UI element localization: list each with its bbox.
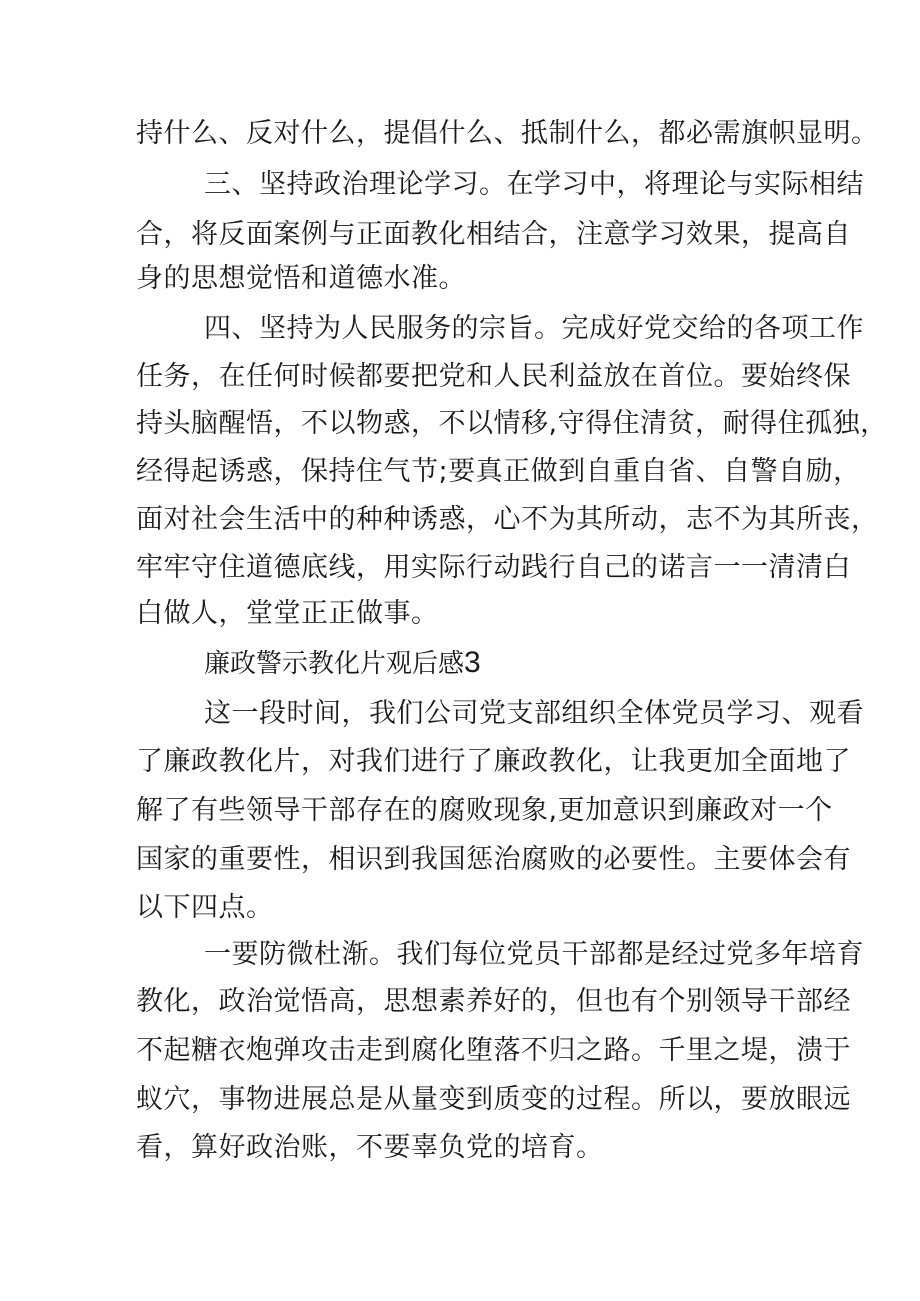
paragraph-start-line: 四、坚持为人民服务的宗旨。完成好党交给的各项工作: [204, 313, 864, 344]
text-line: 持什么、反对什么，提倡什么、抵制什么，都必需旗帜显明。: [136, 118, 879, 149]
text-line: 任务，在任何时候都要把党和人民利益放在首位。要始终保: [136, 361, 851, 392]
text-line: 看，算好政治账，不要辜负党的培育。: [136, 1132, 604, 1163]
paragraph-start-line: 这一段时间，我们公司党支部组织全体党员学习、观看: [204, 698, 864, 729]
text-line: 牢牢守住道德底线，用实际行动践行自己的诺言一一清清白: [136, 552, 851, 583]
text-line: 教化，政治觉悟高，思想素养好的，但也有个别领导干部经: [136, 986, 851, 1017]
text-line: 国家的重要性，相识到我国惩治腐败的必要性。主要体会有: [136, 844, 851, 875]
paragraph-start-line: 三、坚持政治理论学习。在学习中，将理论与实际相结: [204, 169, 864, 200]
section-heading: [204, 646, 481, 681]
paragraph-start-line: 一要防微杜渐。我们每位党员干部都是经过党多年培育: [204, 939, 864, 970]
text-line: 不起糖衣炮弹攻击走到腐化堕落不归之路。千里之堤，溃于: [136, 1035, 851, 1066]
text-line: 蚁穴，事物进展总是从量变到质变的过程。所以，要放眼远: [136, 1084, 851, 1115]
text-line: 持头脑醒悟，不以物惑，不以情移,守得住清贫，耐得住孤独，: [136, 408, 888, 439]
text-line: 以下四点。: [136, 892, 274, 923]
section-heading-text: 廉政警示教化片观后感: [204, 649, 465, 679]
text-line: 解了有些领导干部存在的腐败现象,更加意识到廉政对一个: [136, 795, 833, 826]
text-line: 合，将反面案例与正面教化相结合，注意学习效果，提高自: [136, 219, 851, 250]
text-line: 面对社会生活中的种种诱惑，心不为其所动，志不为其所丧，: [136, 504, 879, 535]
section-heading-number: 3: [464, 646, 481, 679]
text-line: 身的思想觉悟和道德水准。: [136, 263, 466, 294]
text-line: 经得起诱惑，保持住气节;要真正做到自重自省、自警自励，: [136, 456, 861, 487]
text-line: 了廉政教化片，对我们进行了廉政教化，让我更加全面地了: [136, 746, 851, 777]
text-line: 白做人，堂堂正正做事。: [136, 598, 439, 629]
